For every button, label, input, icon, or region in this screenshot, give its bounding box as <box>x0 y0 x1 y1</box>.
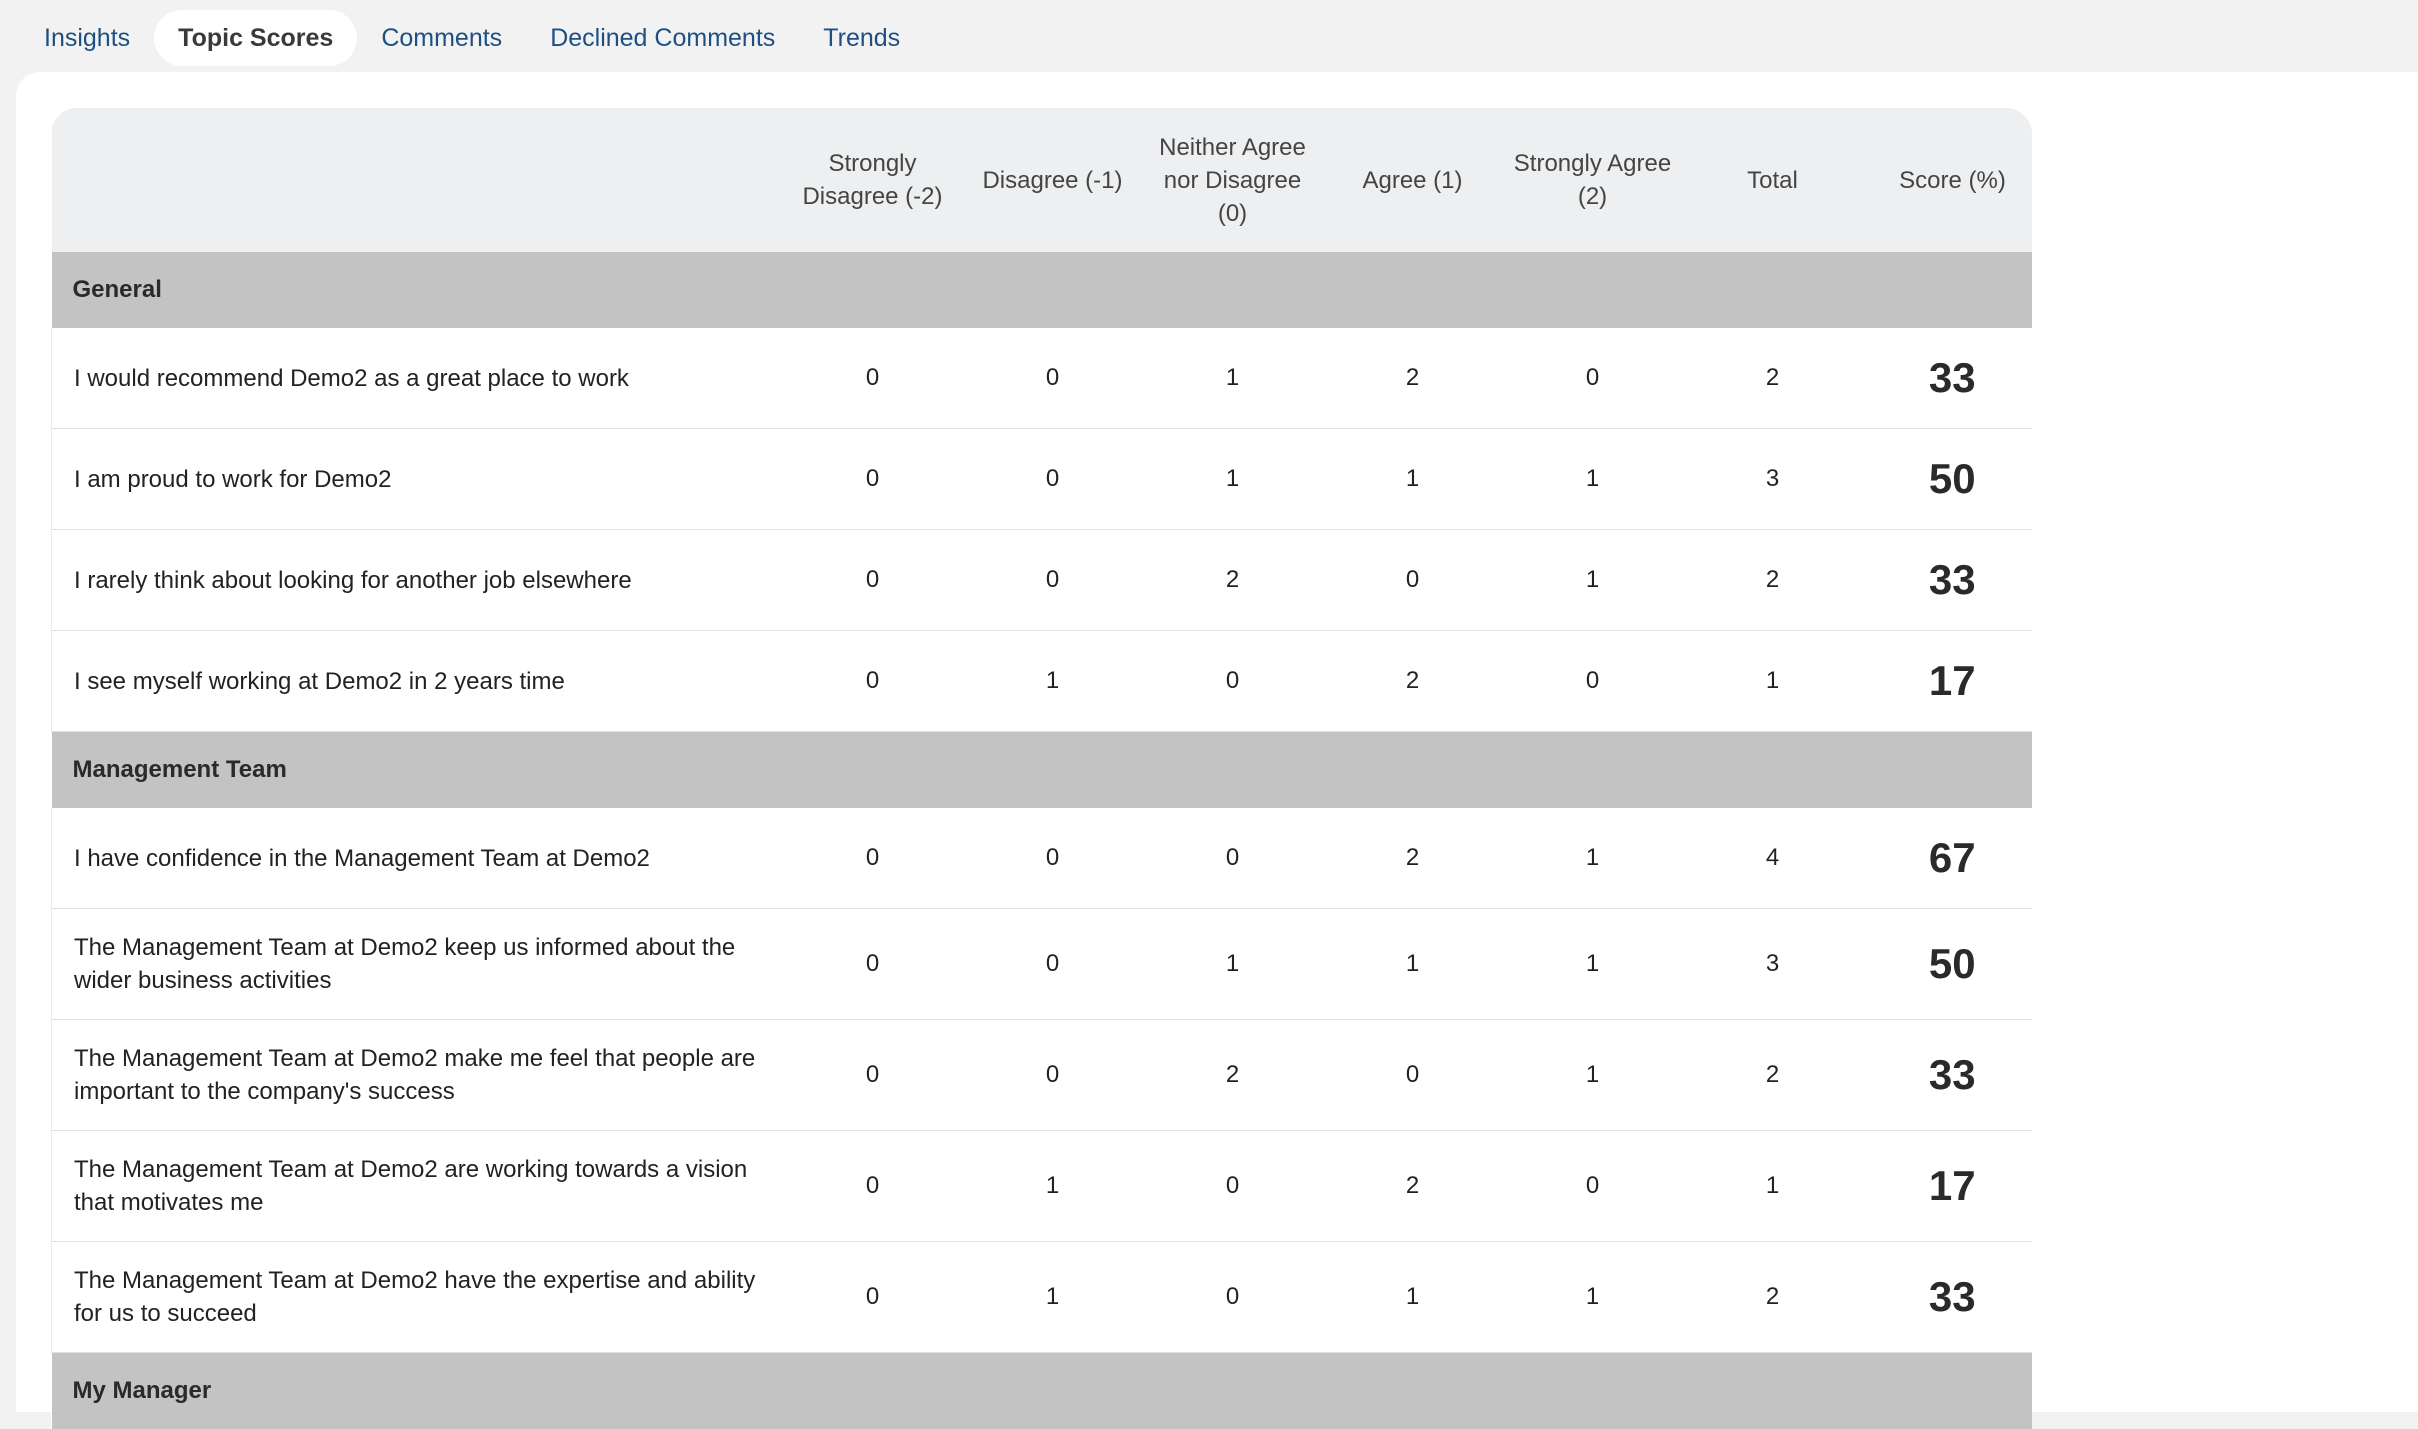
strongly-disagree-cell: 0 <box>783 1131 963 1242</box>
question-cell: I see myself working at Demo2 in 2 years time <box>52 631 783 732</box>
header-total: Total <box>1683 108 1863 252</box>
disagree-cell: 1 <box>963 1131 1143 1242</box>
table-row <box>52 530 2033 631</box>
table-row <box>52 1020 2033 1131</box>
header-question <box>52 108 783 252</box>
total-cell: 3 <box>1683 909 1863 1020</box>
table-row <box>52 429 2033 530</box>
disagree-cell: 0 <box>963 530 1143 631</box>
strongly-agree-cell: 1 <box>1503 909 1683 1020</box>
neither-cell: 1 <box>1143 328 1323 429</box>
header-disagree: Disagree (-1) <box>963 108 1143 252</box>
total-cell: 1 <box>1683 631 1863 732</box>
agree-cell: 2 <box>1323 328 1503 429</box>
header-agree: Agree (1) <box>1323 108 1503 252</box>
section-header-row <box>52 1353 2033 1429</box>
table-row <box>52 631 2033 732</box>
section-title: Management Team <box>52 732 2033 809</box>
agree-cell: 2 <box>1323 631 1503 732</box>
strongly-disagree-cell: 0 <box>783 1242 963 1353</box>
agree-cell: 1 <box>1323 1242 1503 1353</box>
tab-trends[interactable]: Trends <box>799 10 924 66</box>
table-header <box>52 108 2033 252</box>
strongly-agree-cell: 1 <box>1503 808 1683 909</box>
tab-topic-scores[interactable]: Topic Scores <box>154 10 357 66</box>
strongly-agree-cell: 1 <box>1503 530 1683 631</box>
total-cell: 2 <box>1683 328 1863 429</box>
strongly-disagree-cell: 0 <box>783 530 963 631</box>
score-cell: 17 <box>1863 1131 2033 1242</box>
section-title: My Manager <box>52 1353 2033 1429</box>
strongly-disagree-cell: 0 <box>783 808 963 909</box>
question-cell: I have confidence in the Management Team at Demo2 <box>52 808 783 909</box>
neither-cell: 2 <box>1143 1020 1323 1131</box>
disagree-cell: 0 <box>963 328 1143 429</box>
total-cell: 2 <box>1683 530 1863 631</box>
tab-insights[interactable]: Insights <box>20 10 154 66</box>
strongly-disagree-cell: 0 <box>783 631 963 732</box>
score-cell: 67 <box>1863 808 2033 909</box>
question-cell: The Management Team at Demo2 have the expertise and ability for us to succeed <box>52 1242 783 1353</box>
strongly-agree-cell: 1 <box>1503 1020 1683 1131</box>
table-row <box>52 1242 2033 1353</box>
agree-cell: 2 <box>1323 1131 1503 1242</box>
agree-cell: 1 <box>1323 429 1503 530</box>
neither-cell: 0 <box>1143 808 1323 909</box>
score-cell: 33 <box>1863 1020 2033 1131</box>
question-cell: I am proud to work for Demo2 <box>52 429 783 530</box>
total-cell: 4 <box>1683 808 1863 909</box>
agree-cell: 1 <box>1323 909 1503 1020</box>
question-cell: The Management Team at Demo2 make me feel that people are important to the company's success <box>52 1020 783 1131</box>
disagree-cell: 1 <box>963 631 1143 732</box>
disagree-cell: 0 <box>963 429 1143 530</box>
total-cell: 2 <box>1683 1242 1863 1353</box>
header-strongly-agree: Strongly Agree (2) <box>1503 108 1683 252</box>
agree-cell: 0 <box>1323 1020 1503 1131</box>
section-header-row <box>52 732 2033 809</box>
strongly-agree-cell: 0 <box>1503 1131 1683 1242</box>
topic-scores-table <box>51 108 2032 1429</box>
disagree-cell: 0 <box>963 808 1143 909</box>
header-score: Score (%) <box>1863 108 2033 252</box>
strongly-disagree-cell: 0 <box>783 429 963 530</box>
disagree-cell: 1 <box>963 1242 1143 1353</box>
agree-cell: 2 <box>1323 808 1503 909</box>
strongly-agree-cell: 0 <box>1503 631 1683 732</box>
neither-cell: 1 <box>1143 429 1323 530</box>
topic-scores-table-container <box>51 108 2032 1429</box>
total-cell: 3 <box>1683 429 1863 530</box>
header-strongly-disagree: Strongly Disagree (-2) <box>783 108 963 252</box>
disagree-cell: 0 <box>963 1020 1143 1131</box>
table-row <box>52 328 2033 429</box>
table-body <box>52 252 2033 1429</box>
strongly-disagree-cell: 0 <box>783 328 963 429</box>
header-neither: Neither Agree nor Disagree (0) <box>1143 108 1323 252</box>
question-cell: The Management Team at Demo2 are working towards a vision that motivates me <box>52 1131 783 1242</box>
question-cell: I would recommend Demo2 as a great place to work <box>52 328 783 429</box>
strongly-agree-cell: 0 <box>1503 328 1683 429</box>
question-cell: The Management Team at Demo2 keep us informed about the wider business activities <box>52 909 783 1020</box>
table-row <box>52 1131 2033 1242</box>
strongly-agree-cell: 1 <box>1503 1242 1683 1353</box>
tab-comments[interactable]: Comments <box>357 10 526 66</box>
agree-cell: 0 <box>1323 530 1503 631</box>
score-cell: 50 <box>1863 909 2033 1020</box>
strongly-disagree-cell: 0 <box>783 1020 963 1131</box>
neither-cell: 1 <box>1143 909 1323 1020</box>
score-cell: 17 <box>1863 631 2033 732</box>
total-cell: 2 <box>1683 1020 1863 1131</box>
total-cell: 1 <box>1683 1131 1863 1242</box>
score-cell: 50 <box>1863 429 2033 530</box>
section-header-row <box>52 252 2033 328</box>
neither-cell: 0 <box>1143 1242 1323 1353</box>
score-cell: 33 <box>1863 1242 2033 1353</box>
question-cell: I rarely think about looking for another job elsewhere <box>52 530 783 631</box>
tab-declined-comments[interactable]: Declined Comments <box>526 10 799 66</box>
table-row <box>52 808 2033 909</box>
score-cell: 33 <box>1863 328 2033 429</box>
score-cell: 33 <box>1863 530 2033 631</box>
neither-cell: 2 <box>1143 530 1323 631</box>
neither-cell: 0 <box>1143 631 1323 732</box>
table-row <box>52 909 2033 1020</box>
disagree-cell: 0 <box>963 909 1143 1020</box>
content-panel <box>16 72 2418 1412</box>
tab-bar <box>20 10 924 66</box>
neither-cell: 0 <box>1143 1131 1323 1242</box>
strongly-disagree-cell: 0 <box>783 909 963 1020</box>
strongly-agree-cell: 1 <box>1503 429 1683 530</box>
section-title: General <box>52 252 2033 328</box>
